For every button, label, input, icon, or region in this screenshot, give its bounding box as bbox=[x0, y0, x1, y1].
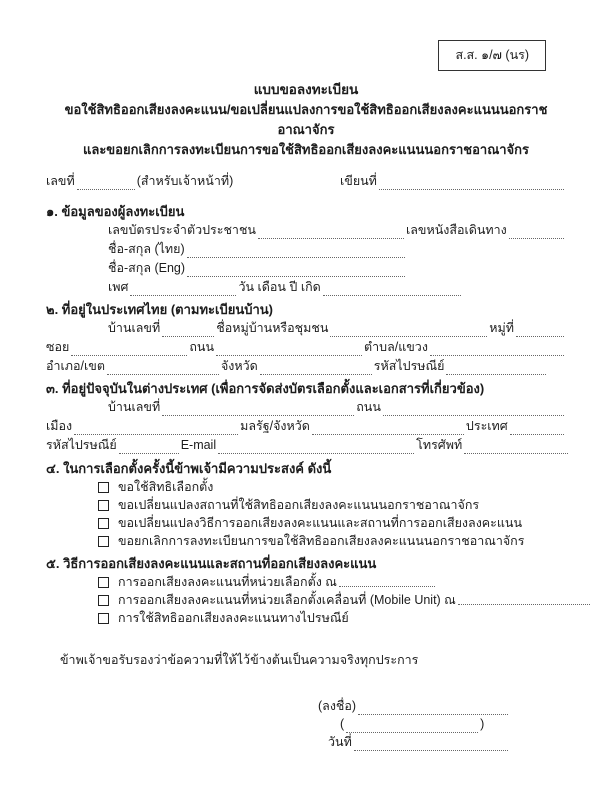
signature-date-row bbox=[318, 733, 510, 751]
form-code-wrap bbox=[46, 40, 546, 71]
abroad-address-row-1 bbox=[46, 398, 566, 416]
abroad-postal-label: รหัสไปรษณีย์ bbox=[46, 438, 117, 452]
doc-number-label: เลขที่ bbox=[46, 174, 75, 188]
abroad-road-label: ถนน bbox=[356, 400, 381, 414]
sex-dob-row bbox=[46, 278, 566, 296]
th-house-no-field[interactable] bbox=[162, 325, 214, 337]
th-soi-field[interactable] bbox=[71, 344, 187, 356]
abroad-postal-field[interactable] bbox=[119, 442, 179, 454]
th-address-row-3 bbox=[46, 357, 566, 375]
th-postal-label: รหัสไปรษณีย์ bbox=[373, 359, 445, 373]
name-th-field[interactable] bbox=[187, 246, 405, 258]
th-moo-field[interactable] bbox=[516, 325, 564, 337]
name-en-label: ชื่อ-สกุล (Eng) bbox=[108, 261, 186, 275]
th-subdistrict-label: ตำบล/แขวง bbox=[364, 340, 428, 354]
checkbox-change-method[interactable] bbox=[98, 518, 109, 529]
abroad-house-no-field[interactable] bbox=[162, 404, 354, 416]
signature-name-row bbox=[318, 715, 510, 733]
intent-option-row-4 bbox=[46, 532, 566, 550]
th-village-field[interactable] bbox=[330, 325, 487, 337]
checkbox-mobile-unit[interactable] bbox=[98, 595, 109, 606]
checkbox-change-place[interactable] bbox=[98, 500, 109, 511]
abroad-city-field[interactable] bbox=[74, 423, 238, 435]
checkbox-request-vote[interactable] bbox=[98, 482, 109, 493]
abroad-state-field[interactable] bbox=[312, 423, 464, 435]
abroad-address-row-2 bbox=[46, 417, 566, 435]
intent-option-1-label: ขอใช้สิทธิเลือกตั้ง bbox=[118, 480, 214, 494]
method-option-row-1 bbox=[46, 573, 566, 591]
section-4-heading: ๔. ในการเลือกตั้งครั้งนี้ข้าพเจ้ามีความประสงค์ ดังนี้ bbox=[46, 461, 332, 476]
signature-row bbox=[318, 697, 510, 715]
name-en-row bbox=[46, 259, 566, 277]
abroad-city-label: เมือง bbox=[46, 419, 73, 433]
intent-option-row-1 bbox=[46, 478, 566, 496]
national-id-label: เลขบัตรประจำตัวประชาชน bbox=[108, 223, 256, 237]
abroad-phone-field[interactable] bbox=[464, 442, 568, 454]
th-subdistrict-field[interactable] bbox=[430, 344, 564, 356]
date-label: วันที่ bbox=[328, 735, 352, 749]
form-title-line2: ขอใช้สิทธิออกเสียงลงคะแนน/ขอเปลี่ยนแปลงการขอใช้สิทธิออกเสียงลงคะแนนนอกราชอาณาจักร bbox=[64, 102, 548, 137]
abroad-phone-label: โทรศัพท์ bbox=[416, 438, 463, 452]
form-code-box: ส.ส. ๑/๗ (นร) bbox=[438, 40, 546, 71]
th-district-label: อำเภอ/เขต bbox=[46, 359, 105, 373]
th-postal-field[interactable] bbox=[446, 363, 546, 375]
abroad-address-row-3 bbox=[46, 436, 566, 454]
method-option-2-label: การออกเสียงลงคะแนนที่หน่วยเลือกตั้งเคลื่อนที่ (Mobile Unit) ณ bbox=[118, 593, 456, 607]
th-address-row-1 bbox=[46, 319, 566, 337]
th-address-row-2 bbox=[46, 338, 566, 356]
intent-option-3-label: ขอเปลี่ยนแปลงวิธีการออกเสียงลงคะแนนและสถานที่การออกเสียงลงคะแนน bbox=[118, 516, 523, 530]
mobile-unit-field[interactable] bbox=[458, 595, 590, 605]
section-1-heading: ๑. ข้อมูลของผู้ลงทะเบียน bbox=[46, 204, 185, 219]
sex-field[interactable] bbox=[130, 284, 236, 296]
checkbox-cancel-registration[interactable] bbox=[98, 536, 109, 547]
passport-field[interactable] bbox=[509, 227, 564, 239]
written-at-field[interactable] bbox=[379, 178, 564, 190]
passport-label: เลขหนังสือเดินทาง bbox=[405, 223, 507, 237]
checkbox-postal-vote[interactable] bbox=[98, 613, 109, 624]
dob-field[interactable] bbox=[323, 284, 461, 296]
method-option-1-label: การออกเสียงลงคะแนนที่หน่วยเลือกตั้ง ณ bbox=[118, 575, 337, 589]
section-3-heading: ๓. ที่อยู่ปัจจุบันในต่างประเทศ (เพื่อการจัดส่งบัตรเลือกตั้งและเอกสารที่เกี่ยวข้อง) bbox=[46, 381, 485, 396]
form-title-line3: และขอยกเลิกการลงทะเบียนการขอใช้สิทธิออกเสียงลงคะแนนนอกราชอาณาจักร bbox=[82, 142, 530, 157]
th-soi-label: ซอย bbox=[46, 340, 70, 354]
th-district-field[interactable] bbox=[107, 363, 219, 375]
th-house-no-label: บ้านเลขที่ bbox=[108, 321, 161, 335]
doc-number-field[interactable] bbox=[77, 178, 135, 190]
dob-label: วัน เดือน ปี เกิด bbox=[238, 280, 321, 294]
sex-label: เพศ bbox=[108, 280, 129, 294]
abroad-country-label: ประเทศ bbox=[465, 419, 508, 433]
th-province-field[interactable] bbox=[260, 363, 372, 375]
declaration-text: ข้าพเจ้าขอรับรองว่าข้อความที่ให้ไว้ข้างต้นเป็นความจริงทุกประการ bbox=[60, 653, 419, 667]
method-option-3-label: การใช้สิทธิออกเสียงลงคะแนนทางไปรษณีย์ bbox=[118, 611, 349, 625]
checkbox-polling-station[interactable] bbox=[98, 577, 109, 588]
abroad-email-field[interactable] bbox=[218, 442, 414, 454]
signature-field[interactable] bbox=[358, 703, 508, 715]
abroad-email-label: E-mail bbox=[180, 438, 217, 452]
paren-close: ) bbox=[480, 717, 485, 731]
written-at-label: เขียนที่ bbox=[340, 174, 377, 188]
method-option-row-3 bbox=[46, 609, 566, 627]
meta-row bbox=[46, 172, 566, 190]
signature-label: (ลงชื่อ) bbox=[318, 699, 357, 713]
section-2-heading: ๒. ที่อยู่ในประเทศไทย (ตามทะเบียนบ้าน) bbox=[46, 302, 273, 317]
abroad-house-no-label: บ้านเลขที่ bbox=[108, 400, 161, 414]
polling-station-field[interactable] bbox=[339, 577, 435, 587]
officer-note: (สำหรับเจ้าหน้าที่) bbox=[136, 174, 234, 188]
th-province-label: จังหวัด bbox=[220, 359, 258, 373]
intent-option-2-label: ขอเปลี่ยนแปลงสถานที่ใช้สิทธิออกเสียงลงคะแนนนอกราชอาณาจักร bbox=[118, 498, 480, 512]
abroad-road-field[interactable] bbox=[383, 404, 564, 416]
national-id-field[interactable] bbox=[258, 227, 404, 239]
signature-name-field[interactable] bbox=[346, 721, 478, 733]
th-village-label: ชื่อหมู่บ้านหรือชุมชน bbox=[216, 321, 329, 335]
name-th-label: ชื่อ-สกุล (ไทย) bbox=[108, 242, 185, 256]
method-option-row-2 bbox=[46, 591, 566, 609]
form-title bbox=[46, 80, 566, 160]
paren-open: ( bbox=[340, 717, 345, 731]
intent-option-row-3 bbox=[46, 514, 566, 532]
date-field[interactable] bbox=[354, 739, 508, 751]
name-en-field[interactable] bbox=[187, 265, 405, 277]
abroad-state-label: มลรัฐ/จังหวัด bbox=[240, 419, 310, 433]
national-id-row bbox=[46, 221, 566, 239]
name-th-row bbox=[46, 240, 566, 258]
section-5-heading: ๕. วิธีการออกเสียงลงคะแนนและสถานที่ออกเสียงลงคะแนน bbox=[46, 556, 377, 571]
signature-block bbox=[318, 697, 510, 751]
th-moo-label: หมู่ที่ bbox=[489, 321, 514, 335]
th-road-label: ถนน bbox=[189, 340, 214, 354]
th-road-field[interactable] bbox=[216, 344, 362, 356]
abroad-country-field[interactable] bbox=[510, 423, 564, 435]
intent-option-4-label: ขอยกเลิกการลงทะเบียนการขอใช้สิทธิออกเสียงลงคะแนนนอกราชอาณาจักร bbox=[118, 534, 525, 548]
intent-option-row-2 bbox=[46, 496, 566, 514]
form-title-line1: แบบขอลงทะเบียน bbox=[253, 82, 359, 97]
